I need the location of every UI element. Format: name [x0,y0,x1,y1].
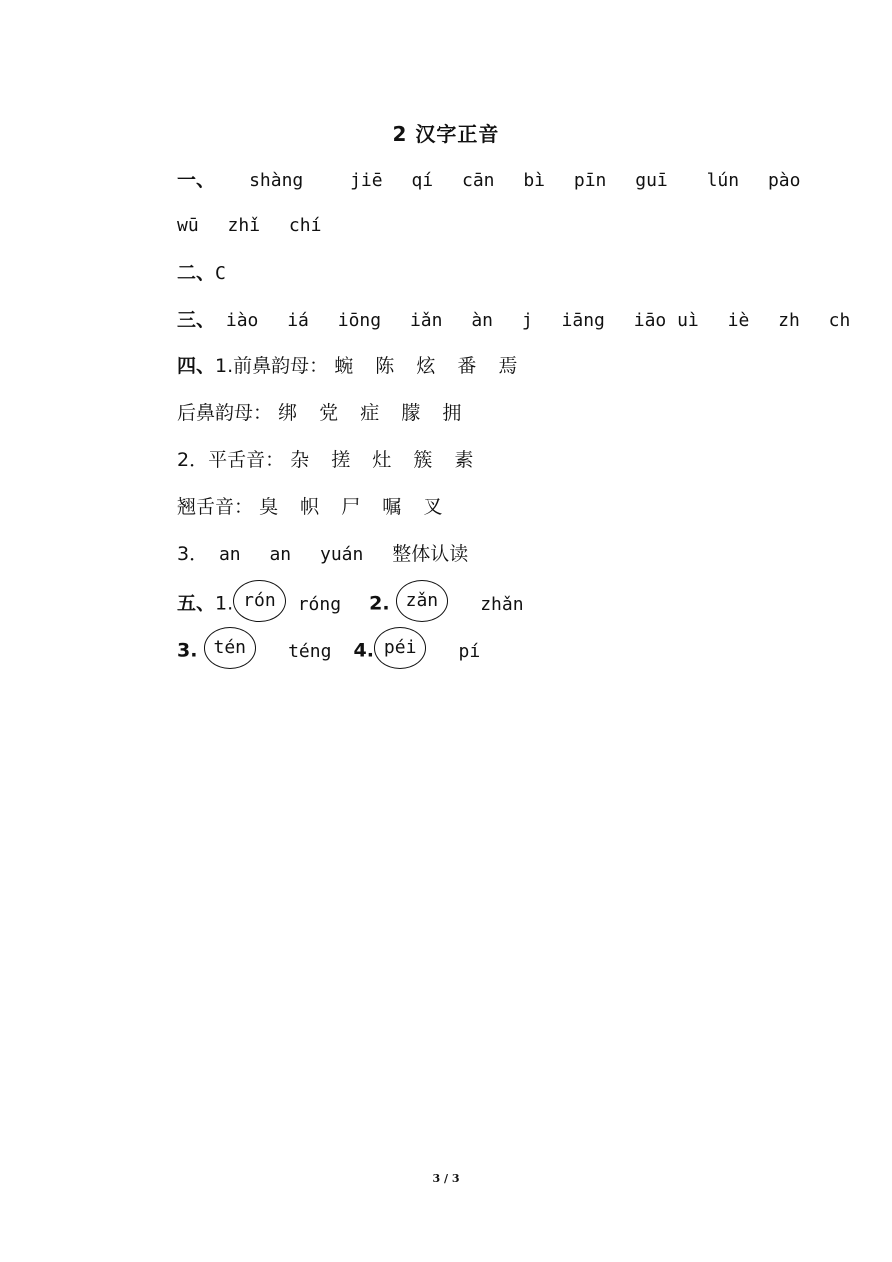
final-item: àn [471,310,493,331]
section-4-row-1 [177,351,832,381]
char-item: 尸 [341,496,361,518]
char-item: 叉 [423,496,443,518]
final-item: iào [225,310,259,331]
final-item: iè [727,310,750,331]
char-item: 拥 [442,402,462,424]
char-item: 焉 [498,355,518,377]
item-number: 1. [215,592,234,615]
page-number: 3 / 3 [432,1172,460,1185]
section-1-label: 一、 [177,169,216,191]
pinyin-item: an [218,544,241,565]
circled-answer: péi [374,627,427,669]
whole-syllable-label: 整体认读 [392,543,469,565]
section-3-row [177,305,851,335]
final-item: iōng [337,310,382,331]
pinyin-item: jiē [350,170,383,191]
section-5-row-2 [177,633,832,663]
circled-answer: zǎn [396,580,449,622]
finals-list [215,310,868,331]
section-4-row-4 [177,492,832,522]
pinyin-item: chí [288,215,322,236]
char-item: 素 [454,449,474,471]
final-item: iāng [561,310,605,331]
front-nasal-label: 1.前鼻韵母： [215,355,329,377]
char-item: 炫 [416,355,436,377]
page-title: 2 汉字正音 [392,122,500,146]
char-item: 绑 [278,402,298,424]
pinyin-list [249,170,818,191]
char-item: 灶 [372,449,392,471]
section-5-row-1 [177,586,832,616]
char-item: 症 [360,402,380,424]
final-item: iāo uì [633,310,699,331]
section-4-label: 四、 [177,355,216,377]
item-number: 2. [369,592,390,615]
section-5-label: 五、 [177,592,216,615]
char-item: 嘱 [382,496,402,518]
alt-pinyin: róng [297,593,342,615]
pinyin-item: zhǐ [227,215,261,236]
section-2-row [177,258,832,288]
section-2-label: 二、 [177,262,216,284]
section-4-row-5 [177,539,832,569]
pinyin-item: yuán [320,544,364,565]
char-item: 簇 [413,449,433,471]
char-item: 蜿 [334,355,354,377]
pinyin-item: shàng [249,170,304,191]
section-1-row-2 [177,211,832,241]
final-item: zh [778,310,800,331]
alt-pinyin: téng [288,640,332,662]
pinyin-item: cān [461,170,495,191]
pinyin-item: pīn [573,170,607,191]
pinyin-item: lún [706,170,740,191]
q3-label: 3． [177,543,209,565]
flat-tongue-label: 2．平舌音： [177,449,285,471]
circled-answer: rón [233,580,286,622]
char-item: 番 [457,355,477,377]
pinyin-item: guī [635,170,668,191]
char-item: 搓 [331,449,351,471]
final-item: iǎn [409,310,443,331]
item-number: 3. [177,639,198,662]
pinyin-item: wū [177,215,199,236]
pinyin-item: qí [411,170,434,191]
char-item: 帜 [300,496,320,518]
char-item: 杂 [290,449,310,471]
final-item: iá [287,310,309,331]
char-item: 党 [319,402,339,424]
alt-pinyin: pí [458,640,481,662]
final-item: ch [828,310,851,331]
section-1-row-1 [177,165,832,195]
section-4-row-2 [177,398,832,428]
section-4-row-3 [177,445,832,475]
char-item: 臭 [259,496,279,518]
retroflex-label: 翘舌音： [177,496,254,518]
section-2-answer: C [215,263,226,284]
pinyin-item: an [269,544,292,565]
final-item: j [521,310,533,331]
item-number: 4. [353,639,374,662]
circled-answer: tén [204,627,257,669]
section-3-label: 三、 [177,309,216,331]
pinyin-item: pào [767,170,801,191]
back-nasal-label: 后鼻韵母： [177,402,273,424]
char-item: 朦 [401,402,421,424]
pinyin-item: bì [523,170,546,191]
alt-pinyin: zhǎn [480,593,524,615]
char-item: 陈 [375,355,395,377]
